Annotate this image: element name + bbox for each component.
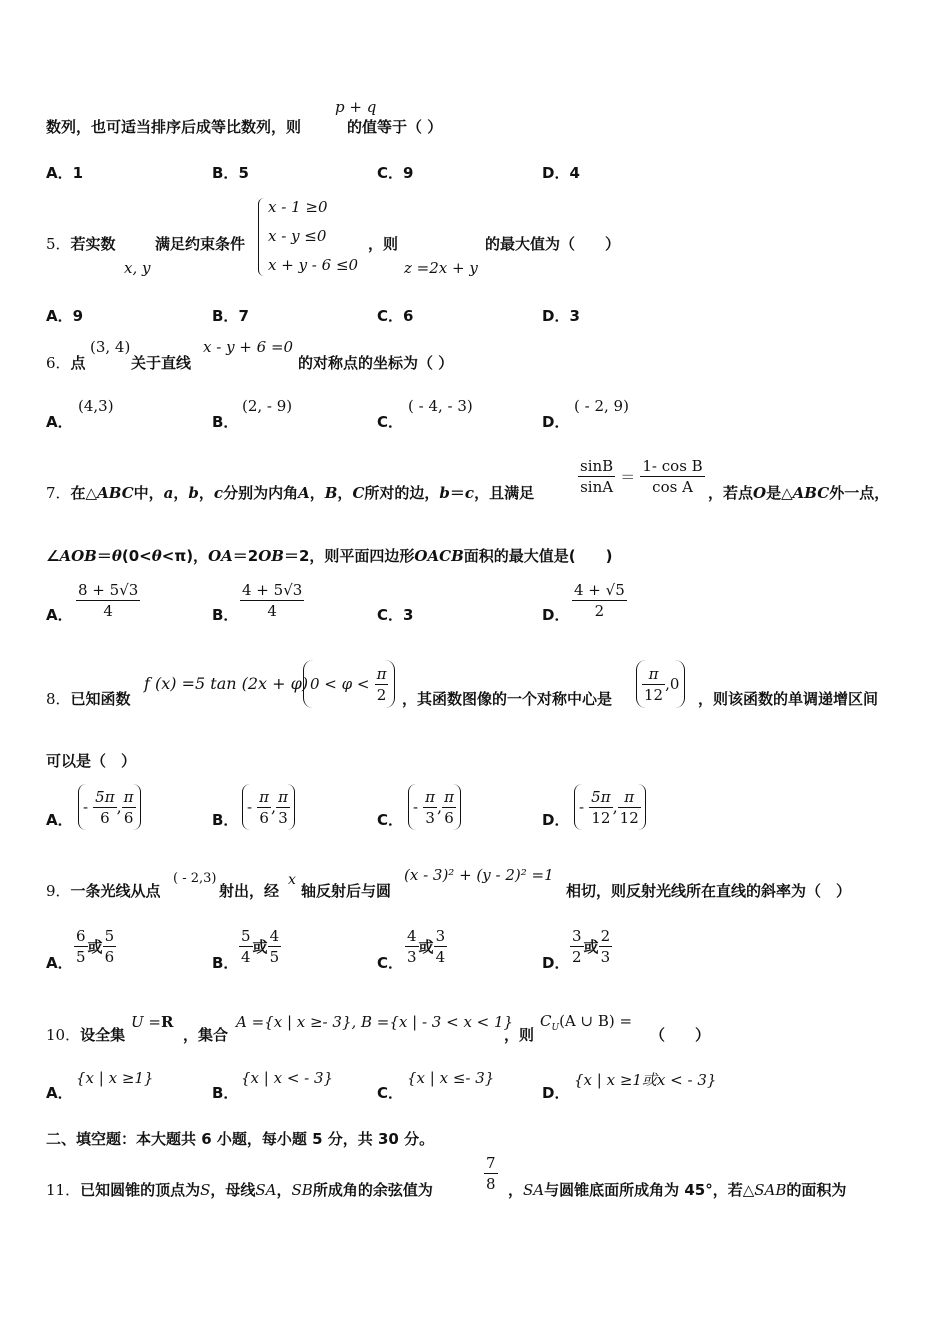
q6-option-d[interactable]: D． [542, 413, 570, 431]
q10-complement: $C_U(A$ ∪ B) = [540, 1012, 633, 1033]
q7-frac-sin: $\frac{\sin B}{\sin A}$ [580, 457, 614, 496]
q4-option-b[interactable]: B．5 [212, 164, 249, 182]
q7-option-d[interactable]: D． [542, 606, 570, 624]
q6-point: (3, 4) [90, 338, 131, 356]
q9-line: 9．一条光线从点 [46, 882, 161, 900]
q8-option-c-interval: - $\frac{\pi}{3}$ , $\frac{\pi}{6}$ [408, 784, 461, 830]
q8-option-b[interactable]: B． [212, 811, 239, 829]
q7-option-b[interactable]: B． [212, 606, 239, 624]
q9-circle: (x - 3)² + (y - 2)² =1 [404, 866, 554, 884]
q6-option-a-value: (4,3) [78, 397, 114, 415]
q10-option-d-value: {x | x ≥1或x < - 3} [574, 1071, 717, 1089]
q10-t4: （ ） [650, 1026, 711, 1044]
q10-t2: ，集合 [183, 1026, 229, 1044]
q8-option-a-interval: - $\frac{5\pi}{6}$ , $\frac{\pi}{6}$ [78, 784, 141, 830]
q6-t2: 关于直线 [131, 354, 192, 372]
q9-option-a[interactable]: A． [46, 954, 73, 972]
q6-line: 6．点 [46, 354, 86, 372]
q7-option-a-frac: $\frac{8 + 5√3}{4}$ [78, 581, 139, 620]
q5-constraint-1: x - 1 ≥0 [268, 198, 328, 216]
q4-expr: p + q [335, 98, 377, 116]
q8-t2: ，其函数图像的一个对称中心是 [402, 690, 613, 708]
q11-cosine-frac: $\frac{7}{8}$ [486, 1154, 496, 1193]
q8-option-a[interactable]: A． [46, 811, 73, 829]
q4-tail: 的值等于（ ） [347, 118, 443, 136]
q7-option-a[interactable]: A． [46, 606, 73, 624]
q4-option-a[interactable]: A．1 [46, 164, 84, 182]
q10-option-d[interactable]: D． [542, 1084, 570, 1102]
q8-line-2: 可以是（ ） [46, 752, 137, 770]
q8-domain: 0 < φ < $\frac{\pi}{2}$ [303, 660, 395, 708]
q6-option-c-value: ( - 4, - 3) [408, 397, 473, 415]
q4-option-d[interactable]: D．4 [542, 164, 580, 182]
q10-option-a-value: {x | x ≥1} [76, 1069, 154, 1087]
q6-option-b[interactable]: B． [212, 413, 239, 431]
q9-option-a-value: $\frac{6}{5}$ 或 $\frac{5}{6}$ [76, 927, 115, 966]
q5-objective: z =2x + y [404, 259, 478, 277]
q5-constraint-2: x - y ≤0 [268, 227, 327, 245]
q5-option-c[interactable]: C．6 [377, 307, 414, 325]
q5-t4: 的最大值为（ ） [485, 235, 621, 253]
q4-line [46, 116, 442, 137]
q5-option-a[interactable]: A．9 [46, 307, 84, 325]
q5-t2: 满足约束条件 [155, 235, 246, 253]
q5-option-d[interactable]: D．3 [542, 307, 580, 325]
q7-option-b-frac: $\frac{4 + 5√3}{4}$ [242, 581, 303, 620]
q7-option-c[interactable]: C．3 [377, 606, 414, 624]
q10-option-c-value: {x | x ≤- 3} [407, 1069, 495, 1087]
q9-option-c[interactable]: C． [377, 954, 404, 972]
q5-vars: x, y [124, 259, 151, 277]
q5-t3: ，则 [368, 235, 399, 253]
q10-option-b[interactable]: B． [212, 1084, 239, 1102]
q8-option-b-interval: - $\frac{\pi}{6}$ , $\frac{\pi}{3}$ [242, 784, 295, 830]
q9-t3: 轴反射后与圆 [301, 882, 392, 900]
q4-option-c[interactable]: C．9 [377, 164, 414, 182]
q11-line: 11．已知圆锥的顶点为S，母线SA，SB所成角的余弦值为 [46, 1181, 433, 1199]
q8-function: f (x) =5 tan (2x + φ) [144, 674, 309, 693]
q7-line-1b: ，若点O是△ABC外一点， [708, 484, 890, 502]
q9-option-b[interactable]: B． [212, 954, 239, 972]
q10-sets: A ={x | x ≥- 3}, B ={x | - 3 < x < 1} [236, 1013, 514, 1031]
q9-option-d-value: $\frac{3}{2}$ 或 $\frac{2}{3}$ [572, 927, 611, 966]
q5-constraint-3: x + y - 6 ≤0 [268, 256, 359, 274]
q9-option-d[interactable]: D． [542, 954, 570, 972]
q10-t3: ，则 [504, 1026, 535, 1044]
q9-x: x [288, 872, 296, 888]
q6-option-c[interactable]: C． [377, 413, 404, 431]
q10-option-b-value: {x | x < - 3} [241, 1069, 334, 1087]
q7-condition: $\frac{\sin B}{\sin A}$ ＝ $\frac{\text{1- cos B}}{\text{cos A}}$ [580, 457, 703, 496]
q8-option-c[interactable]: C． [377, 811, 404, 829]
q9-option-b-value: $\frac{5}{4}$ 或 $\frac{4}{5}$ [241, 927, 280, 966]
q10-option-c[interactable]: C． [377, 1084, 404, 1102]
q10-line: 10．设全集 [46, 1026, 126, 1044]
q11-line-b: ，SA与圆锥底面所成角为 45°，若△SAB的面积为 [508, 1181, 847, 1199]
q9-point: ( - 2,3) [173, 871, 217, 886]
q5-option-b[interactable]: B．7 [212, 307, 249, 325]
q4-lead: 数列，也可适当排序后成等比数列，则 [46, 118, 302, 136]
q9-option-c-value: $\frac{4}{3}$ 或 $\frac{3}{4}$ [407, 927, 446, 966]
q9-t2: 射出，经 [219, 882, 280, 900]
q6-t3: 的对称点的坐标为（ ） [298, 354, 454, 372]
q10-option-a[interactable]: A． [46, 1084, 73, 1102]
q6-option-a[interactable]: A． [46, 413, 73, 431]
q6-line-eq: x - y + 6 =0 [203, 338, 294, 356]
q7-line-1: 7．在△ABC中，a，b，c分别为内角A，B，C所对的边，b＝c，且满足 [46, 484, 535, 502]
q10-universe: U =R [131, 1013, 174, 1031]
q6-option-b-value: (2, - 9) [242, 397, 293, 415]
q7-line-2: ∠AOB＝θ(0<θ<π)，OA＝2OB＝2，则平面四边形OACB面积的最大值是( ) [46, 547, 613, 565]
q6-option-d-value: ( - 2, 9) [574, 397, 629, 415]
section-2-heading: 二、填空题：本大题共 6 小题，每小题 5 分，共 30 分。 [46, 1130, 435, 1148]
q7-frac-cos: $\frac{\text{1- cos B}}{\text{cos A}}$ [642, 457, 703, 496]
q7-option-d-frac: $\frac{4 + √5}{2}$ [574, 581, 625, 620]
q8-option-d-interval: - $\frac{5\pi}{12}$ , $\frac{\pi}{12}$ [574, 784, 646, 830]
q8-center: $\frac{\pi}{12}$ ,0 [636, 660, 685, 708]
q5-constraint-brace [258, 198, 265, 276]
q8-option-d[interactable]: D． [542, 811, 570, 829]
q5-line: 5．若实数 [46, 235, 116, 253]
q8-t3: ，则该函数的单调递增区间 [698, 690, 879, 708]
q8-line-1a: 8．已知函数 [46, 690, 131, 708]
q9-t4: 相切，则反射光线所在直线的斜率为（ ） [566, 882, 852, 900]
